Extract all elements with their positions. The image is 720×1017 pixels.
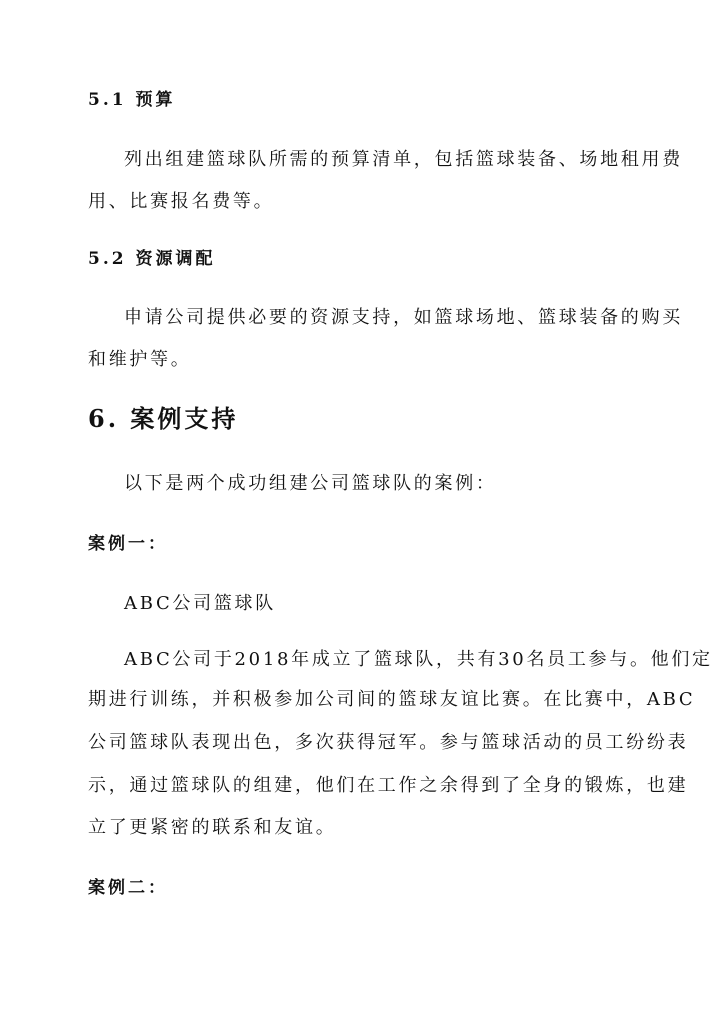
case-1-label: 案例一： — [88, 534, 168, 554]
section-6-intro: 以下是两个成功组建公司篮球队的案例： — [124, 473, 497, 494]
case-1-para-line-5: 立了更紧密的联系和友谊。 — [88, 817, 337, 838]
section-5-1-para-line-2: 用、比赛报名费等。 — [88, 191, 275, 212]
section-5-1-para-line-1: 列出组建篮球队所需的预算清单，包括篮球装备、场地租用费 — [124, 149, 683, 170]
case-1-para-line-4: 示，通过篮球队的组建，他们在工作之余得到了全身的锻炼，也建 — [88, 775, 689, 796]
section-5-2-heading: 5.2 资源调配 — [88, 249, 216, 269]
case-1-para-line-3: 公司篮球队表现出色，多次获得冠军。参与篮球活动的员工纷纷表 — [88, 732, 689, 753]
case-1-para-line-2: 期进行训练，并积极参加公司间的篮球友谊比赛。在比赛中，ABC — [88, 689, 696, 710]
case-1-name: ABC公司篮球队 — [124, 593, 276, 614]
section-6-heading: 6. 案例支持 — [88, 404, 239, 433]
section-5-2-para-line-1: 申请公司提供必要的资源支持，如篮球场地、篮球装备的购买 — [124, 307, 683, 328]
section-5-1-heading: 5.1 预算 — [88, 90, 176, 110]
case-1-para-line-1: ABC公司于2018年成立了篮球队，共有30名员工参与。他们定 — [124, 649, 713, 670]
section-5-2-para-line-2: 和维护等。 — [88, 349, 192, 370]
case-2-label: 案例二： — [88, 878, 168, 898]
